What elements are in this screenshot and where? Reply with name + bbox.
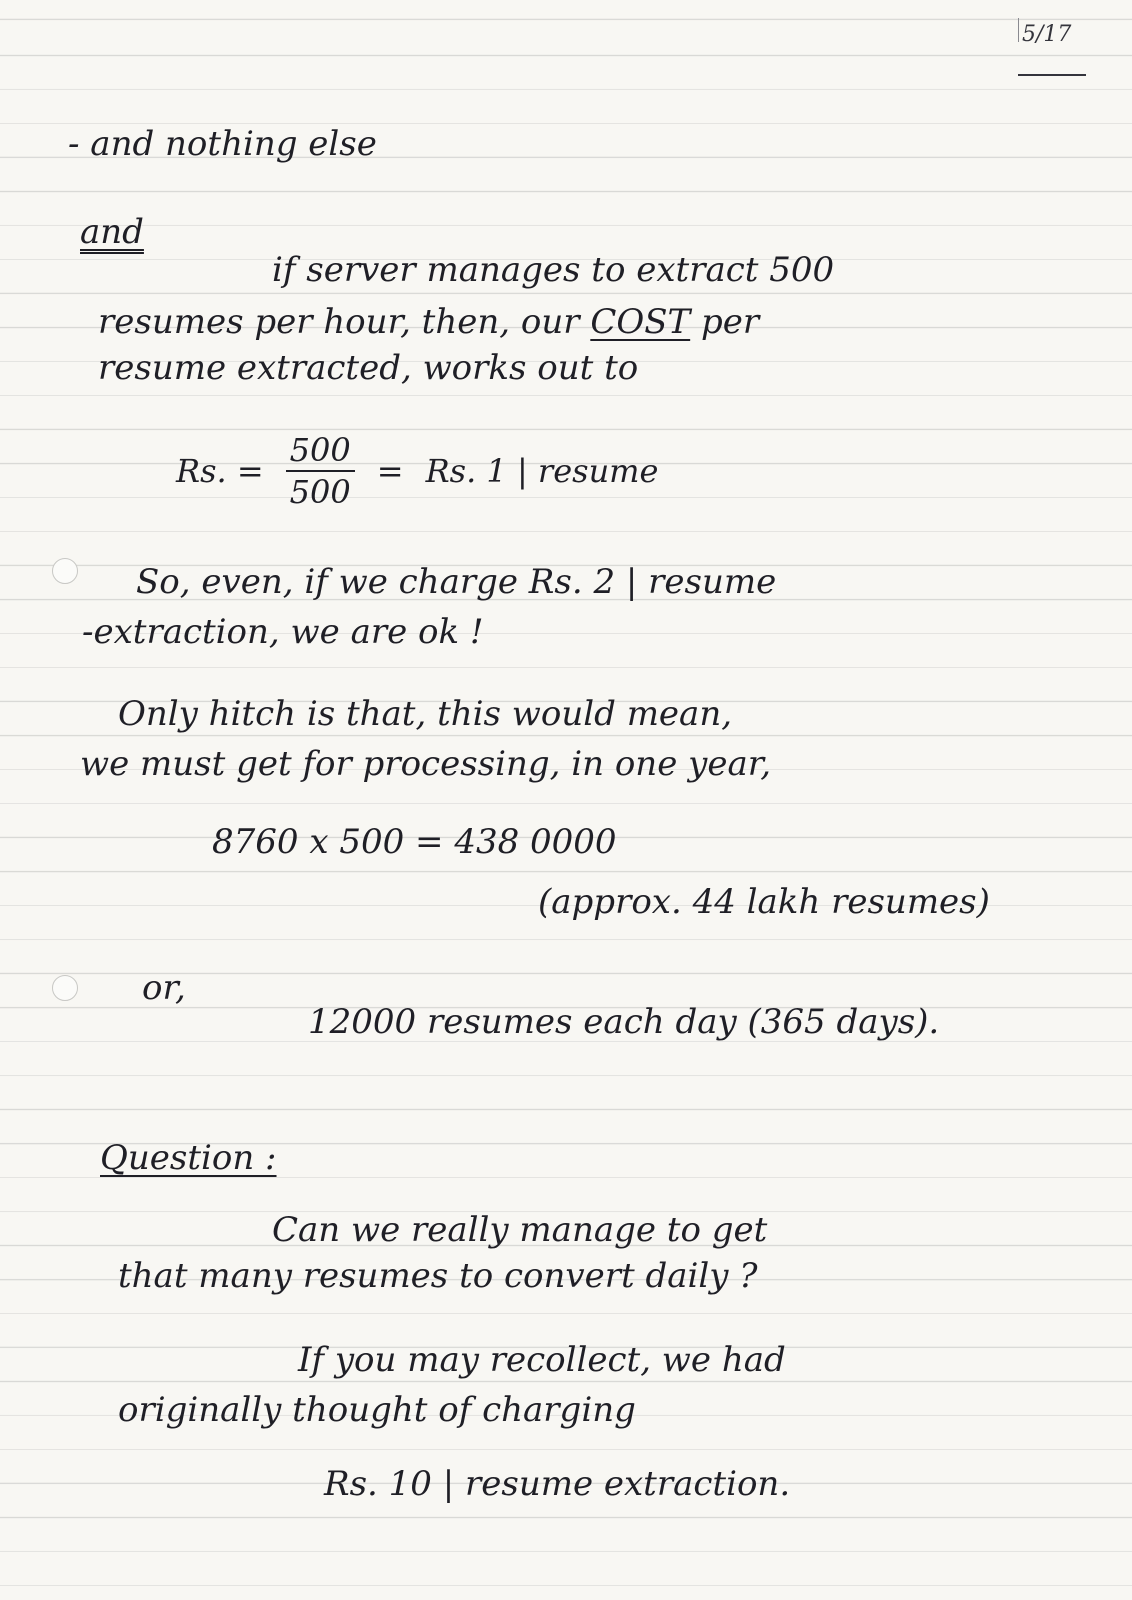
text-line: or, [142,968,186,1008]
text-line: if server manages to extract 500 [272,250,835,290]
text-line: (approx. 44 lakh resumes) [538,882,990,922]
punch-hole [52,558,78,584]
heading-and: and [80,212,144,252]
page-number-text: 5/17 [1022,22,1072,47]
fraction-numerator: 500 [286,430,355,472]
page-number [1018,18,1086,74]
emphasis-cost: COST [590,302,691,342]
calc-equals: = [376,452,404,490]
equation-total-resumes: 8760 x 500 = 438 0000 [212,822,617,862]
text-line: If you may recollect, we had [298,1340,786,1380]
page-number-underline [1018,74,1086,76]
text-line: we must get for processing, in one year, [80,744,772,784]
text-line: -extraction, we are ok ! [82,612,484,652]
text-segment: resumes per hour, then, our [98,302,591,342]
fraction [286,430,355,512]
punch-hole [52,975,78,1001]
text-line: resume extracted, works out to [98,348,639,388]
text-line: So, even, if we charge Rs. 2 | resume [136,562,777,602]
heading-question: Question : [100,1138,277,1178]
text-line: originally thought of charging [118,1390,636,1430]
calc-lhs: Rs. = [176,452,264,490]
text-line: Can we really manage to get [272,1210,768,1250]
text-line: that many resumes to convert daily ? [118,1256,758,1296]
text-line: - and nothing else [68,124,377,164]
fraction-denominator: 500 [289,473,351,511]
text-segment: per [690,302,760,342]
text-line: Only hitch is that, this would mean, [118,694,733,734]
text-line: 12000 resumes each day (365 days). [308,1002,940,1042]
text-line: Rs. 10 | resume extraction. [324,1464,791,1504]
text-line [98,302,759,342]
calculation-cost-per-resume [176,430,658,512]
page-number-divider [1018,18,1019,42]
calc-rhs: Rs. 1 | resume [425,452,659,490]
